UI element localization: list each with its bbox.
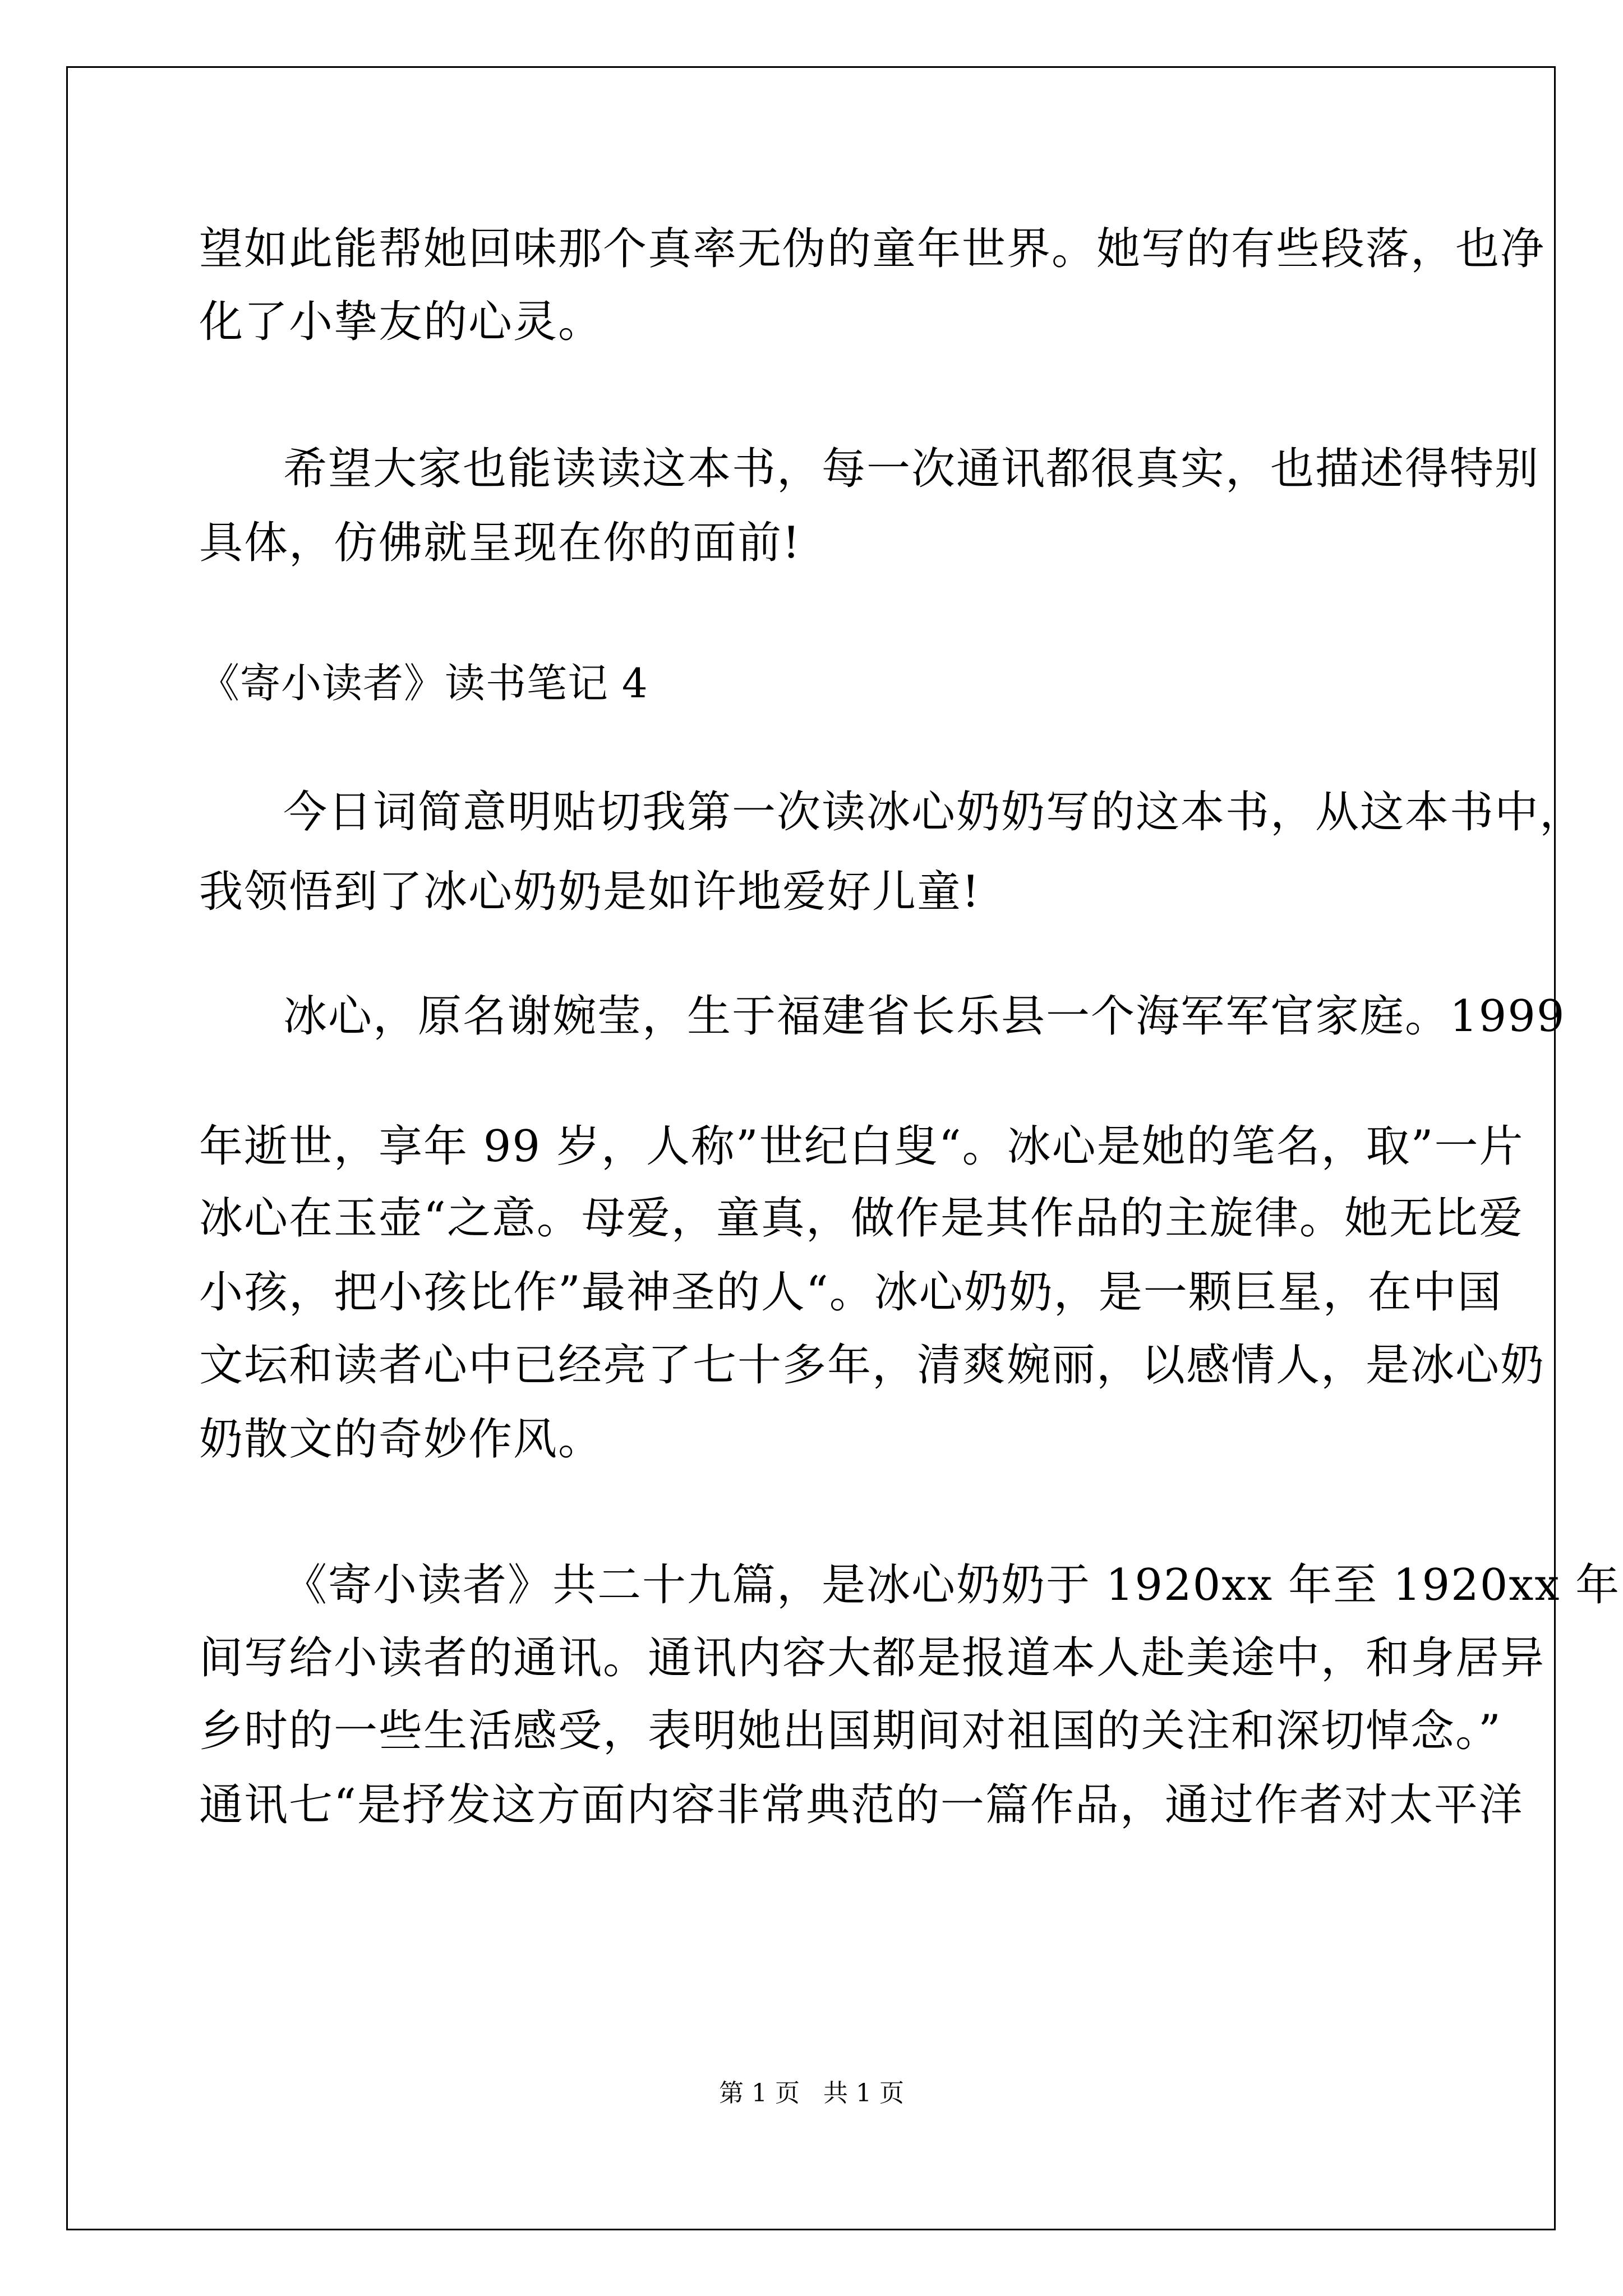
paragraph-line: 今日词简意明贴切我第一次读冰心奶奶写的这本书，从这本书中，	[283, 787, 1585, 838]
paragraph-line: 具体，仿佛就呈现在你的面前!	[199, 518, 801, 568]
paragraph-line: 文坛和读者心中已经亮了七十多年，清爽婉丽，以感情人，是冰心奶	[199, 1340, 1546, 1391]
paragraph-line: 奶散文的奇妙作风。	[199, 1414, 603, 1465]
paragraph-line: 我领悟到了冰心奶奶是如许地爱好儿童!	[199, 867, 981, 917]
section-heading: 《寄小读者》读书笔记 4	[199, 660, 648, 707]
paragraph-line: 冰心，原名谢婉莹，生于福建省长乐县一个海军军官家庭。1999	[283, 991, 1566, 1042]
paragraph-line: 小孩，把小孩比作”最神圣的人“。冰心奶奶，是一颗巨星，在中国	[199, 1267, 1502, 1318]
paragraph-line: 通讯七“是抒发这方面内容非常典范的一篇作品，通过作者对太平洋	[199, 1780, 1524, 1830]
paragraph-line: 希望大家也能读读这本书，每一次通讯都很真实，也描述得特别	[283, 444, 1540, 494]
paragraph-line: 化了小挚友的心灵。	[199, 297, 603, 347]
paragraph-line: 《寄小读者》共二十九篇，是冰心奶奶于 1920xx 年至 1920xx 年	[283, 1560, 1621, 1611]
paragraph-line: 乡时的一些生活感受，表明她出国期间对祖国的关注和深切悼念。”	[199, 1706, 1502, 1756]
paragraph-line: 间写给小读者的通讯。通讯内容大都是报道本人赴美途中，和身居异	[199, 1633, 1546, 1683]
paragraph-line: 冰心在玉壶“之意。母爱，童真，做作是其作品的主旋律。她无比爱	[199, 1193, 1524, 1244]
paragraph-line: 年逝世，享年 99 岁，人称”世纪白叟“。冰心是她的笔名，取”一片	[199, 1121, 1524, 1172]
page-footer: 第 1 页 共 1 页	[719, 2079, 904, 2108]
paragraph-line: 望如此能帮她回味那个真率无伪的童年世界。她写的有些段落，也净	[199, 224, 1546, 274]
